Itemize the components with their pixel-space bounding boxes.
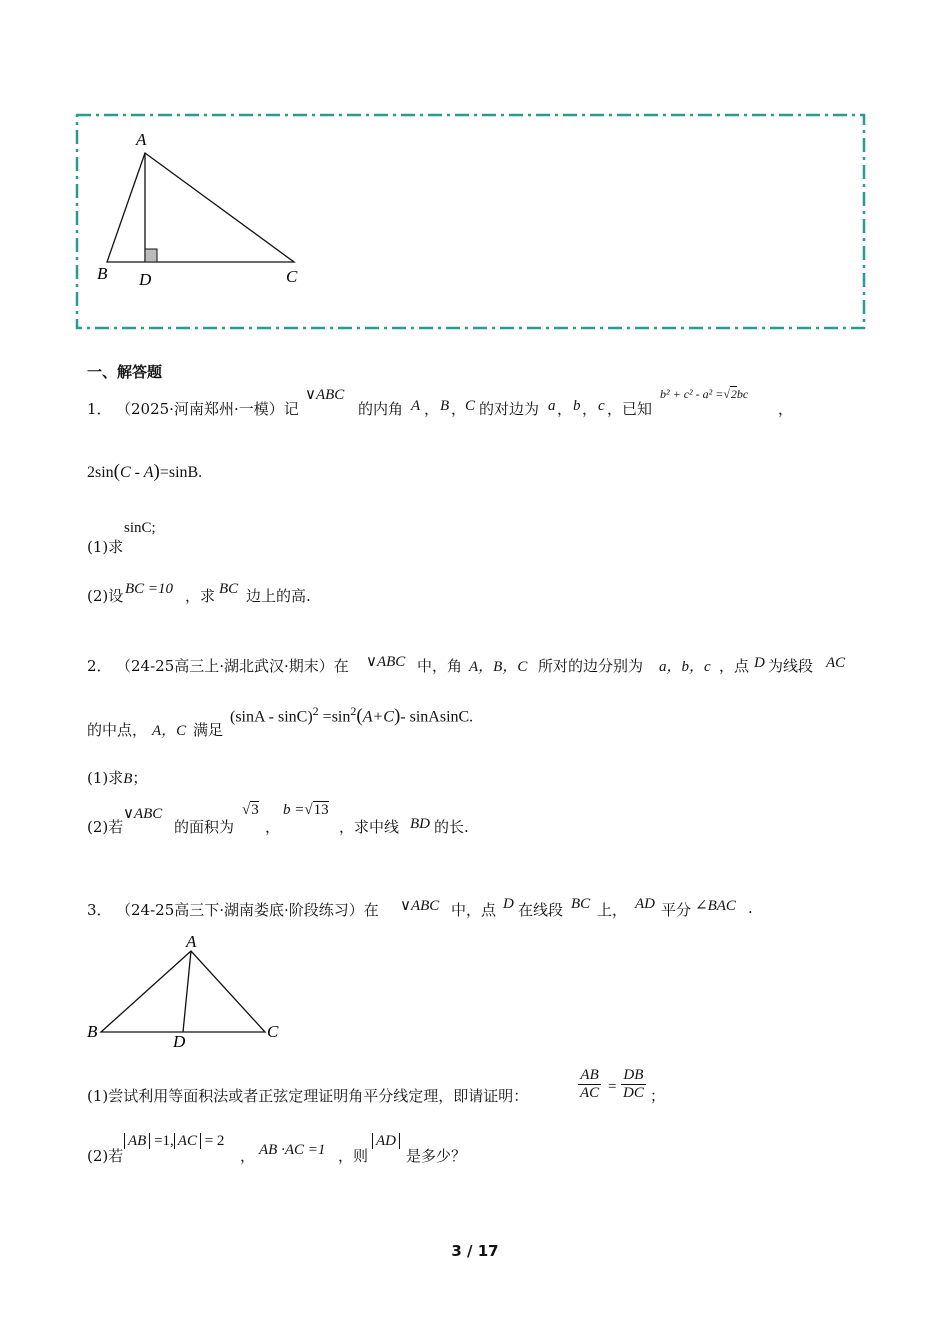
q2-part2-area-val: 3 — [251, 802, 259, 818]
q2-part1-text: (1)求 — [87, 769, 124, 787]
sqrt-symbol: √ — [723, 387, 730, 401]
sqrt-symbol: √ — [304, 802, 313, 818]
q1-side-c: c — [598, 398, 605, 414]
q1-part2-bc: BC — [219, 581, 239, 597]
q1-part1: (1)求 — [87, 538, 124, 556]
q2-text1: 中，角 — [417, 657, 463, 675]
triangle-symbol: ∨ — [366, 654, 377, 670]
q3-bisector-ad — [183, 951, 191, 1032]
q2-part2-sep: ， — [265, 818, 281, 836]
q3-end: . — [748, 899, 753, 917]
q3-frac1 — [578, 1067, 601, 1101]
q3-label-a: A — [186, 932, 197, 951]
q2-triangle — [366, 652, 405, 671]
q2-part2-b-lhs: b = — [283, 802, 305, 818]
q1-text2: 的对边为 — [479, 400, 540, 418]
q1-eq-post: =sinB. — [159, 464, 203, 481]
q2-number: 2． — [87, 657, 112, 675]
q2-part2-b — [283, 802, 329, 819]
q3-angle: ∠BAC — [695, 898, 736, 914]
right-angle-marker — [145, 249, 157, 262]
q1-side-b: b — [573, 398, 581, 414]
q2-text4: 为线段 — [768, 657, 814, 675]
q3-part2-ad: AD — [372, 1133, 400, 1149]
q3-triangle-shape — [101, 951, 265, 1032]
q1-var-c: C — [465, 398, 476, 414]
q3-text4: 平分 — [661, 901, 692, 919]
q3-label-b: B — [87, 1022, 98, 1041]
q2-part2-tail: ，求中线 — [339, 818, 400, 836]
q2-part1-end: ； — [132, 769, 148, 787]
q2-line2-mid: 满足 — [193, 721, 224, 739]
q2-line2-vars: A，C — [152, 723, 187, 739]
q1-eq-pre: 2sin — [87, 464, 114, 481]
q2-point-d: D — [754, 655, 765, 671]
q2-text3: ，点 — [719, 657, 750, 675]
q3-label-c: C — [267, 1022, 279, 1041]
q3-part2-ab: AB — [124, 1133, 150, 1149]
q1-part2-end: 边上的高. — [246, 587, 311, 605]
triangle-symbol: ∨ — [123, 806, 134, 822]
q3-frac1-num: AB — [578, 1067, 601, 1085]
q2-part1 — [87, 767, 147, 788]
q2-part2-bd: BD — [410, 816, 430, 832]
label-a: A — [136, 130, 147, 149]
q2-eq-sup2: 2 — [350, 704, 357, 718]
triangle-abc — [107, 153, 294, 262]
q1-cond-lhs: b² + c² - a² = — [660, 387, 724, 401]
q1-part2-pre: (2)设 — [87, 587, 124, 605]
label-b: B — [97, 264, 108, 283]
q2-part2-b-val: 13 — [313, 802, 329, 818]
q3-label-d: D — [173, 1032, 186, 1051]
q1-p1-raised: sinC; — [124, 520, 156, 536]
q1-sep1: ， — [557, 400, 573, 418]
q1-source: （2025·河南郑州·一模）记 — [116, 400, 299, 418]
dashed-border — [77, 115, 864, 328]
q3-bc: BC — [571, 896, 591, 912]
label-c: C — [286, 267, 298, 286]
q2-part2-area — [242, 802, 259, 819]
q1-side-a: a — [548, 398, 556, 414]
q2-part2-end: 的长. — [434, 818, 469, 836]
q2-part2-triangle — [123, 804, 162, 823]
q2-tri-name: ABC — [376, 654, 406, 670]
q3-tri-name: ABC — [410, 898, 440, 914]
q3-part2-cond — [124, 1133, 224, 1150]
q1-cond-tail: bc — [736, 387, 749, 401]
q3-source: （24-25高三下·湖南娄底·阶段练习）在 — [116, 901, 379, 919]
q1-var-a: A — [411, 398, 421, 414]
q3-ad: AD — [635, 896, 655, 912]
q3-point-d: D — [503, 896, 514, 912]
q3-eqsign: = — [608, 1079, 617, 1095]
q2-part2-mid: 的面积为 — [174, 818, 235, 836]
q1-equation: 2sin(C - A)=sinB. — [87, 461, 203, 482]
q1-part2-eq: BC =10 — [125, 581, 174, 597]
q2-part1-var: B — [123, 771, 133, 787]
q3-part2-ad-wrap — [372, 1133, 400, 1150]
top-figure-svg — [0, 0, 950, 340]
q2-line2-pre: 的中点， — [87, 721, 148, 739]
q3-text1: 中，点 — [451, 901, 497, 919]
q3-part2-end: 是多少？ — [406, 1147, 467, 1165]
q3-part2-sep: ， — [240, 1147, 256, 1165]
sqrt-symbol: √ — [242, 802, 251, 818]
q1-var-b: B — [440, 398, 450, 414]
q1-trail: ， — [778, 400, 794, 418]
q3-part2-eq1: =1, — [154, 1133, 174, 1149]
q1-part2-mid: ，求 — [185, 587, 216, 605]
q1-number: 1． — [87, 400, 112, 418]
q2-sides: a，b，c — [659, 659, 711, 675]
q3-text2: 在线段 — [518, 901, 564, 919]
q1-tri-name: ABC — [315, 387, 345, 403]
q1-comma1: ， — [424, 400, 440, 418]
q3-part2-dot: AB ·AC =1 — [259, 1142, 326, 1158]
q3-frac1-den: AC — [580, 1084, 600, 1101]
q2-eq-a: (sinA - sinC) — [230, 708, 313, 726]
q3-part2-ac: AC — [174, 1133, 201, 1149]
q3-text3: 上， — [597, 901, 628, 919]
q1-condition — [660, 387, 748, 402]
q2-eq-e: A+C — [362, 708, 394, 726]
triangle-symbol: ∨ — [400, 898, 411, 914]
label-d: D — [139, 270, 152, 289]
q2-equation: $(\sin A - \sin C)^2 =\sin^2(A+C)-$ sinAsinC. — [230, 704, 474, 727]
q1-sep2: ， — [582, 400, 598, 418]
q3-part2-eq2: = 2 — [204, 1133, 225, 1149]
triangle-symbol: ∨ — [305, 387, 316, 403]
q3-part1-end: ； — [650, 1087, 666, 1105]
q1-triangle — [305, 385, 344, 404]
q1-eq-inner: C - A — [120, 464, 154, 481]
q3-figure — [80, 928, 300, 1053]
q1-comma2: ， — [451, 400, 467, 418]
q3-triangle — [400, 896, 439, 915]
q3-part2-pre: (2)若 — [87, 1147, 124, 1165]
q2-eq-f: - sinAsinC. — [400, 708, 474, 726]
q2-vars: A，B，C — [469, 659, 528, 675]
q3-frac2-den: DC — [623, 1084, 644, 1101]
q3-frac2 — [621, 1067, 646, 1101]
section-title: 一、解答题 — [87, 363, 163, 381]
q3-frac2-num: DB — [621, 1067, 646, 1085]
q2-part2-pre: (2)若 — [87, 818, 124, 836]
q1-text1: 的内角 — [358, 400, 404, 418]
q2-ac: AC — [826, 655, 846, 671]
q2-eq-c: =sin — [322, 708, 351, 726]
q3-part1: (1)尝试利用等面积法或者正弦定理证明角平分线定理，即请证明： — [87, 1087, 529, 1105]
q2-part2-tri-name: ABC — [133, 806, 163, 822]
q2-source: （24-25高三上·湖北武汉·期末）在 — [116, 657, 349, 675]
q3-number: 3． — [87, 901, 112, 919]
q1-cond-radicand: 2 — [730, 387, 737, 401]
q3-part2-then: ，则 — [338, 1147, 369, 1165]
q1-text3: ，已知 — [607, 400, 653, 418]
q2-text2: 所对的边分别为 — [538, 657, 644, 675]
page-number: 3 / 17 — [451, 1242, 499, 1260]
q2-eq-sup1: 2 — [312, 704, 319, 718]
